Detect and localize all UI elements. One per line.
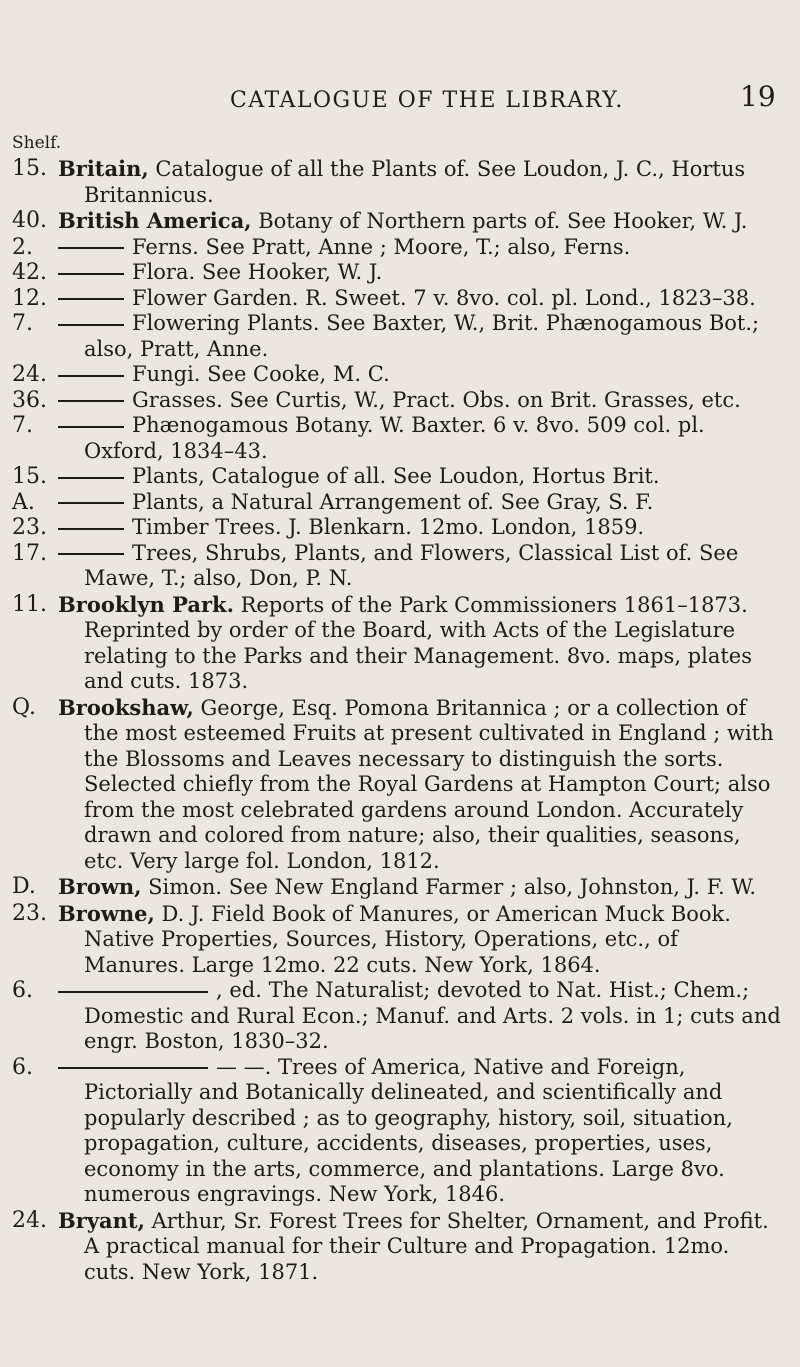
page-number: 19 xyxy=(740,80,776,113)
entry-text xyxy=(58,156,782,208)
shelf-column-heading: Shelf. xyxy=(12,133,62,153)
entry-text xyxy=(58,1208,782,1286)
catalogue-entry xyxy=(0,592,800,695)
catalogue-entry xyxy=(0,1055,800,1208)
shelf-number: 23. xyxy=(12,900,47,926)
ditto-dash xyxy=(58,1067,208,1069)
ditto-dash xyxy=(58,324,124,326)
entry-description: Ferns. See Pratt, Anne ; Moore, T.; also, Ferns. xyxy=(132,234,631,259)
entry-text xyxy=(58,1055,782,1208)
entry-description: Catalogue of all the Plants of. See Loudon, J. C., Hortus Britannicus. xyxy=(84,157,746,207)
shelf-number: 23. xyxy=(12,515,47,540)
entry-description: Flowering Plants. See Baxter, W., Brit. Phænogamous Bot.; also, Pratt, Anne. xyxy=(84,311,760,361)
entry-description: Reports of the Park Commissioners 1861–1873. Reprinted by order of the Board, with Acts of the Legislature relating to the Parks and their Management. 8vo. maps, plates and cuts. 1873. xyxy=(84,592,753,693)
entry-text xyxy=(58,311,782,362)
entry-text xyxy=(58,874,782,901)
shelf-number: 7. xyxy=(12,413,33,438)
entry-text xyxy=(58,490,782,516)
shelf-number: 42. xyxy=(12,260,47,285)
entry-text xyxy=(58,901,782,979)
ditto-dash xyxy=(58,991,208,993)
entry-description: Timber Trees. J. Blenkarn. 12mo. London, 1859. xyxy=(132,515,645,539)
catalogue-entries xyxy=(0,156,800,1285)
shelf-number: 6. xyxy=(12,1054,33,1080)
entry-description: Grasses. See Curtis, W., Pract. Obs. on Brit. Grasses, etc. xyxy=(132,387,741,412)
entry-text xyxy=(58,260,782,286)
ditto-dash xyxy=(58,298,124,300)
entry-text xyxy=(58,362,782,388)
entry-description: George, Esq. Pomona Britannica ; or a collection of the most esteemed Fruits at present cultivated in England ; with the Blossoms and Leaves necessary to distinguish the sorts. Selected chiefly from the Royal Gardens at Hampton Court; also from the most celebrated gardens around London. Accurately drawn and colored from nature; also, their qualities, seasons, etc. Very large fol. London, 1812. xyxy=(84,695,774,873)
shelf-number: 12. xyxy=(12,285,47,311)
catalogue-entry xyxy=(0,1208,800,1286)
entry-text xyxy=(58,515,782,541)
entry-description: Phænogamous Botany. W. Baxter. 6 v. 8vo. 509 col. pl. Oxford, 1834–43. xyxy=(84,413,705,463)
entry-description: Trees, Shrubs, Plants, and Flowers, Classical List of. See Mawe, T.; also, Don, P. N. xyxy=(84,540,739,590)
entry-description: Plants, Catalogue of all. See Loudon, Hortus Brit. xyxy=(132,464,660,488)
shelf-number: Q. xyxy=(12,694,36,720)
entry-author: Browne, xyxy=(58,900,155,926)
catalogue-entry xyxy=(0,388,800,414)
ditto-dash xyxy=(58,400,124,402)
entry-description: Botany of Northern parts of. See Hooker, W. J. xyxy=(258,209,748,233)
entry-text xyxy=(58,541,782,592)
ditto-dash xyxy=(58,528,124,530)
entry-description: D. J. Field Book of Manures, or American Muck Book. Native Properties, Sources, History, Operations, etc., of Manures. Large 12mo. 22 cuts. New York, 1864. xyxy=(84,901,731,977)
entry-text xyxy=(58,388,782,414)
running-title: CATALOGUE OF THE LIBRARY. xyxy=(230,88,624,113)
entry-text xyxy=(58,208,782,235)
shelf-number: 36. xyxy=(12,387,47,413)
catalogue-entry xyxy=(0,235,800,261)
catalogue-entry xyxy=(0,156,800,208)
entry-text xyxy=(58,695,782,875)
entry-text xyxy=(58,235,782,261)
catalogue-entry xyxy=(0,286,800,312)
entry-description: Flora. See Hooker, W. J. xyxy=(132,260,383,284)
entry-author: Brookshaw, xyxy=(58,694,194,720)
shelf-number: 6. xyxy=(12,978,33,1003)
entry-text xyxy=(58,592,782,695)
shelf-number: A. xyxy=(12,489,35,515)
entry-description: , ed. The Naturalist; devoted to Nat. Hist.; Chem.; Domestic and Rural Econ.; Manuf. and Arts. 2 vols. in 1; cuts and engr. Boston, 1830–32. xyxy=(84,978,781,1053)
entry-author: Britain, xyxy=(58,156,149,181)
entry-text xyxy=(58,464,782,490)
entry-text xyxy=(58,413,782,464)
shelf-number: 15. xyxy=(12,464,47,489)
catalogue-entry xyxy=(0,413,800,464)
catalogue-entry xyxy=(0,464,800,490)
entry-text xyxy=(58,286,782,312)
catalogue-entry xyxy=(0,901,800,979)
catalogue-entry xyxy=(0,362,800,388)
shelf-number: 15. xyxy=(12,156,47,181)
ditto-dash xyxy=(58,477,124,479)
ditto-dash xyxy=(58,502,124,504)
entry-description: Plants, a Natural Arrangement of. See Gray, S. F. xyxy=(132,489,654,514)
shelf-number: D. xyxy=(12,874,36,899)
shelf-number: 11. xyxy=(12,591,47,617)
entry-description: Simon. See New England Farmer ; also, Johnston, J. F. W. xyxy=(148,875,756,899)
catalogue-entry xyxy=(0,695,800,875)
ditto-dash xyxy=(58,426,124,428)
catalogue-entry xyxy=(0,490,800,516)
catalogue-entry xyxy=(0,515,800,541)
ditto-dash xyxy=(58,247,124,249)
entry-author: Bryant, xyxy=(58,1207,145,1233)
entry-author: Brown, xyxy=(58,874,142,899)
entry-description: Fungi. See Cooke, M. C. xyxy=(132,362,390,386)
ditto-dash xyxy=(58,375,124,377)
catalogue-entry xyxy=(0,311,800,362)
entry-description: Arthur, Sr. Forest Trees for Shelter, Ornament, and Profit. A practical manual for their Culture and Propagation. 12mo. cuts. New York, 1871. xyxy=(84,1208,769,1284)
entry-author: Brooklyn Park. xyxy=(58,591,234,617)
shelf-number: 2. xyxy=(12,234,33,260)
shelf-number: 7. xyxy=(12,311,33,336)
catalogue-entry xyxy=(0,208,800,235)
shelf-number: 40. xyxy=(12,208,47,233)
entry-description: — —. Trees of America, Native and Foreign, Pictorially and Botanically delineated, and scientifically and popularly described ; as to geography, history, soil, situation, propagation, culture, accidents, diseases, properties, uses, economy in the arts, commerce, and plantations. Large 8vo. numerous engravings. New York, 1846. xyxy=(84,1054,733,1206)
ditto-dash xyxy=(58,553,124,555)
shelf-number: 24. xyxy=(12,362,47,387)
ditto-dash xyxy=(58,273,124,275)
catalogue-entry xyxy=(0,978,800,1055)
catalogue-entry xyxy=(0,874,800,901)
shelf-number: 24. xyxy=(12,1207,47,1233)
catalogue-entry xyxy=(0,260,800,286)
catalogue-entry xyxy=(0,541,800,592)
entry-author: British America, xyxy=(58,208,252,233)
shelf-number: 17. xyxy=(12,540,47,566)
entry-text xyxy=(58,978,782,1055)
entry-description: Flower Garden. R. Sweet. 7 v. 8vo. col. pl. Lond., 1823–38. xyxy=(132,285,756,310)
